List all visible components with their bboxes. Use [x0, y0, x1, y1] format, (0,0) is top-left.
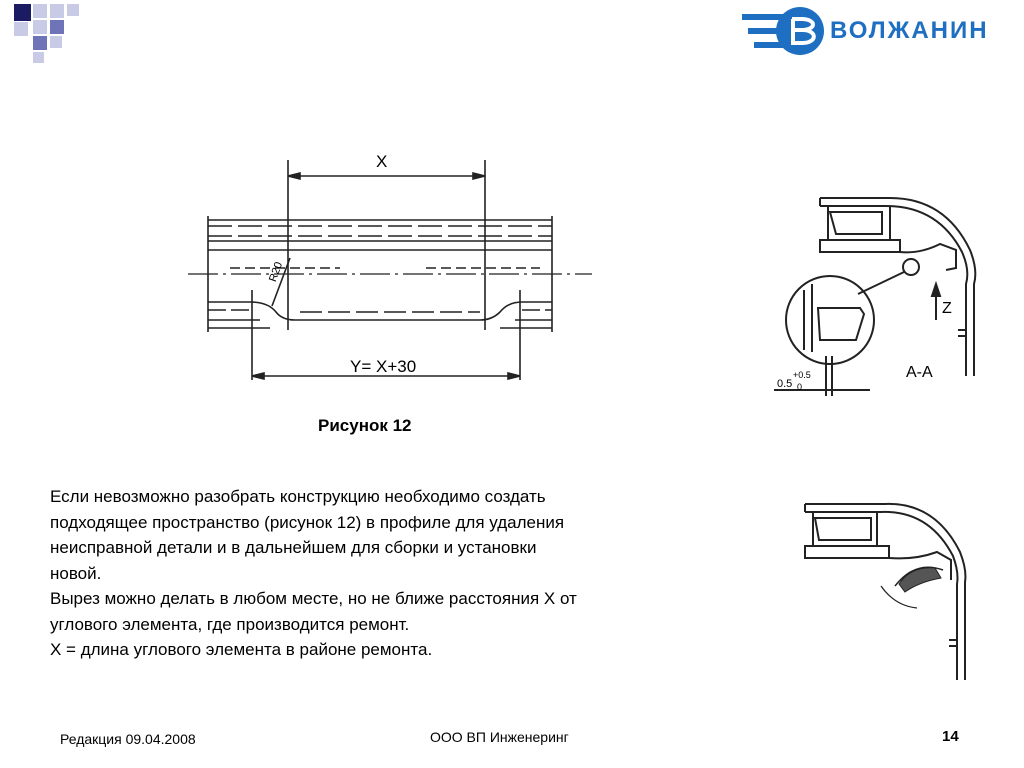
corner-square [33, 4, 47, 18]
body-line: неисправной детали и в дальнейшем для сборки и установки [50, 538, 537, 557]
logo-text: ВОЛЖАНИН [830, 17, 989, 44]
corner-square [33, 20, 47, 34]
corner-square [50, 4, 64, 18]
dimension-x-label: X [376, 152, 388, 171]
body-line: подходящее пространство (рисунок 12) в профиле для удаления [50, 512, 565, 532]
corner-square [50, 36, 62, 48]
radius-label: R20 [267, 260, 286, 284]
page-number: 14 [942, 728, 959, 745]
body-line: Вырез можно делать в любом месте, но не ближе расстояния X от [50, 589, 577, 608]
body-text [50, 484, 770, 663]
section-label: A-A [906, 364, 933, 381]
body-line: новой. [50, 563, 102, 583]
tolerance-lower: 0 [797, 382, 803, 392]
corner-square [14, 22, 28, 36]
company-logo [742, 5, 1012, 57]
tolerance-upper: +0.5 [793, 370, 811, 380]
body-line: Если невозможно разобрать конструкцию необходимо создать [50, 487, 546, 506]
corner-square [50, 20, 64, 34]
corner-square [14, 4, 31, 21]
corner-square [33, 52, 44, 63]
corner-square [67, 4, 79, 16]
dimension-y-label: Y= X+30 [350, 357, 417, 376]
body-line: X = длина углового элемента в районе ремонта. [50, 640, 433, 659]
tolerance-base: 0.5 [777, 378, 793, 390]
body-line: углового элемента, где производится ремонт. [50, 614, 410, 634]
logo-emblem-icon [742, 5, 826, 57]
profile-repair-drawing [795, 490, 985, 690]
figure-caption: Рисунок 12 [318, 416, 412, 435]
corner-square [33, 36, 47, 50]
footer-company: ООО ВП Инженеринг [430, 729, 569, 745]
section-aa-drawing [760, 180, 1000, 402]
z-label: Z [942, 300, 952, 317]
footer-date: Редакция 09.04.2008 [60, 731, 196, 747]
